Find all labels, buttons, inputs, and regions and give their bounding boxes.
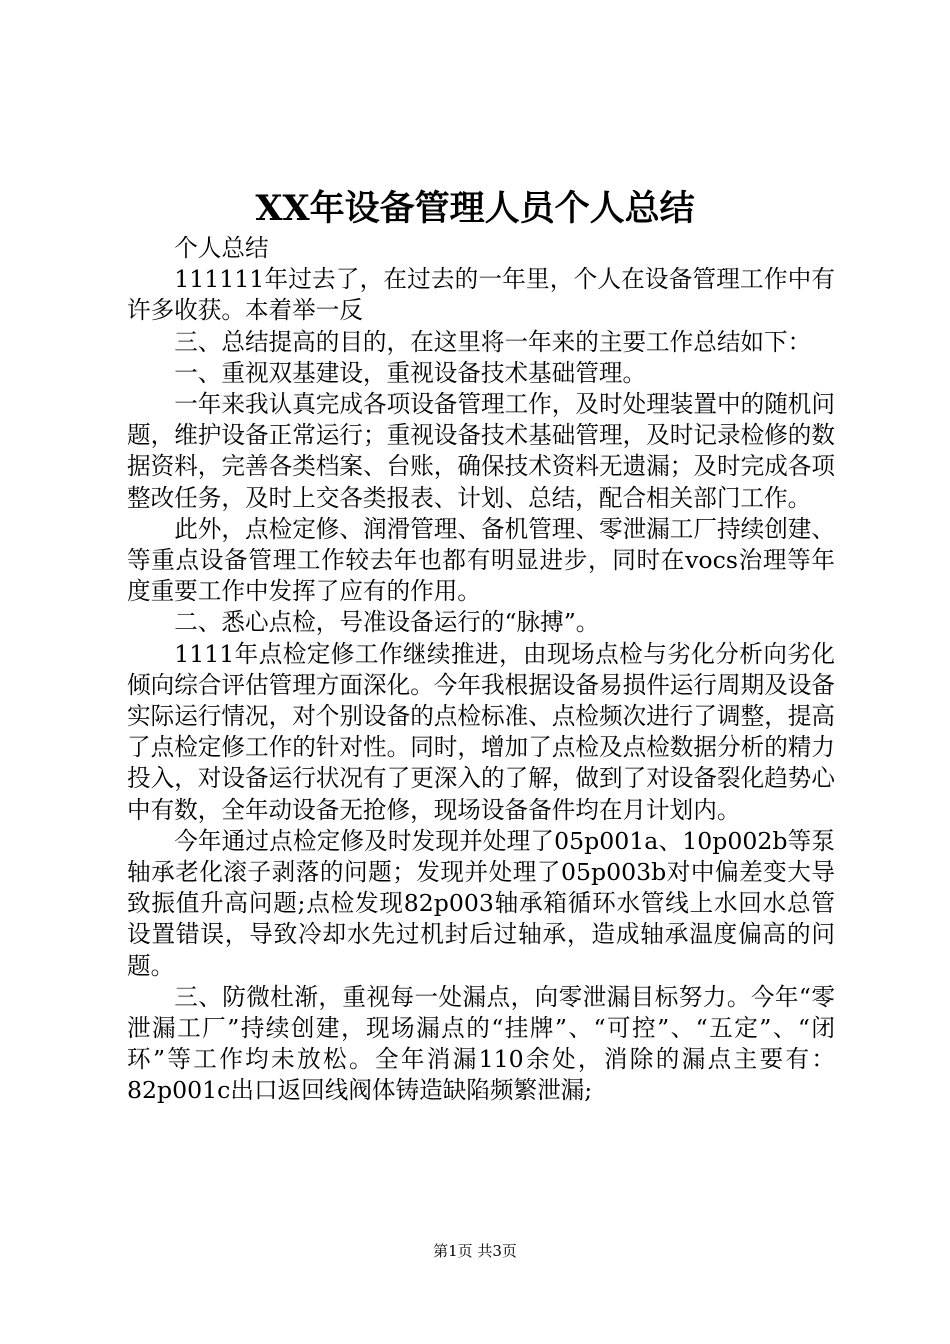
paragraph: 一年来我认真完成各项设备管理工作，及时处理装置中的随机问题，维护设备正常运行；重视设备技术基础管理，及时记录检修的数据资料，完善各类档案、台账，确保技术资料无遗漏；及时完成各项整改任务，及时上交各类报表、计划、总结，配合相关部门工作。 (127, 390, 835, 512)
paragraph: 此外，点检定修、润滑管理、备机管理、零泄漏工厂持续创建、等重点设备管理工作较去年也都有明显进步，同时在vocs治理等年度重要工作中发挥了应有的作用。 (127, 514, 835, 606)
paragraph: 个人总结 (174, 234, 269, 262)
paragraph: 今年通过点检定修及时发现并处理了05p001a、10p002b等泵轴承老化滚子剥落的问题；发现并处理了05p003b对中偏差变大导致振值升高问题;点检发现82p003轴承箱循环水管线上水回水总管设置错误，导致冷却水先过机封后过轴承，造成轴承温度偏高的问题。 (127, 826, 835, 980)
document-title: XX年设备管理人员个人总结 (255, 188, 695, 229)
document-body (127, 233, 835, 1107)
paragraph: 一、重视双基建设，重视设备技术基础管理。 (174, 358, 647, 387)
paragraph: 1111年点检定修工作继续推进，由现场点检与劣化分析向劣化倾向综合评估管理方面深化。今年我根据设备易损件运行周期及设备实际运行情况，对个别设备的点检标准、点检频次进行了调整，提高了点检定修工作的针对性。同时，增加了点检及点检数据分析的精力投入，对设备运行状况有了更深入的了解，做到了对设备裂化趋势心中有数，全年动设备无抢修，现场设备备件均在月计划内。 (127, 639, 835, 824)
paragraph: 三、总结提高的目的，在这里将一年来的主要工作总结如下： (174, 327, 812, 356)
page-footer: 第1页 共3页 (433, 1242, 517, 1260)
paragraph: 111111年过去了，在过去的一年里，个人在设备管理工作中有许多收获。本着举一反 (127, 265, 835, 325)
paragraph: 二、悉心点检，号准设备运行的“脉搏”。 (174, 608, 600, 637)
paragraph: 三、防微杜渐，重视每一处漏点，向零泄漏目标努力。今年“零泄漏工厂”持续创建，现场漏点的“挂牌”、“可控”、“五定”、“闭环”等工作均未放松。全年消漏110余处，消除的漏点主要有：82p001c出口返回线阀体铸造缺陷频繁泄漏; (127, 982, 835, 1105)
